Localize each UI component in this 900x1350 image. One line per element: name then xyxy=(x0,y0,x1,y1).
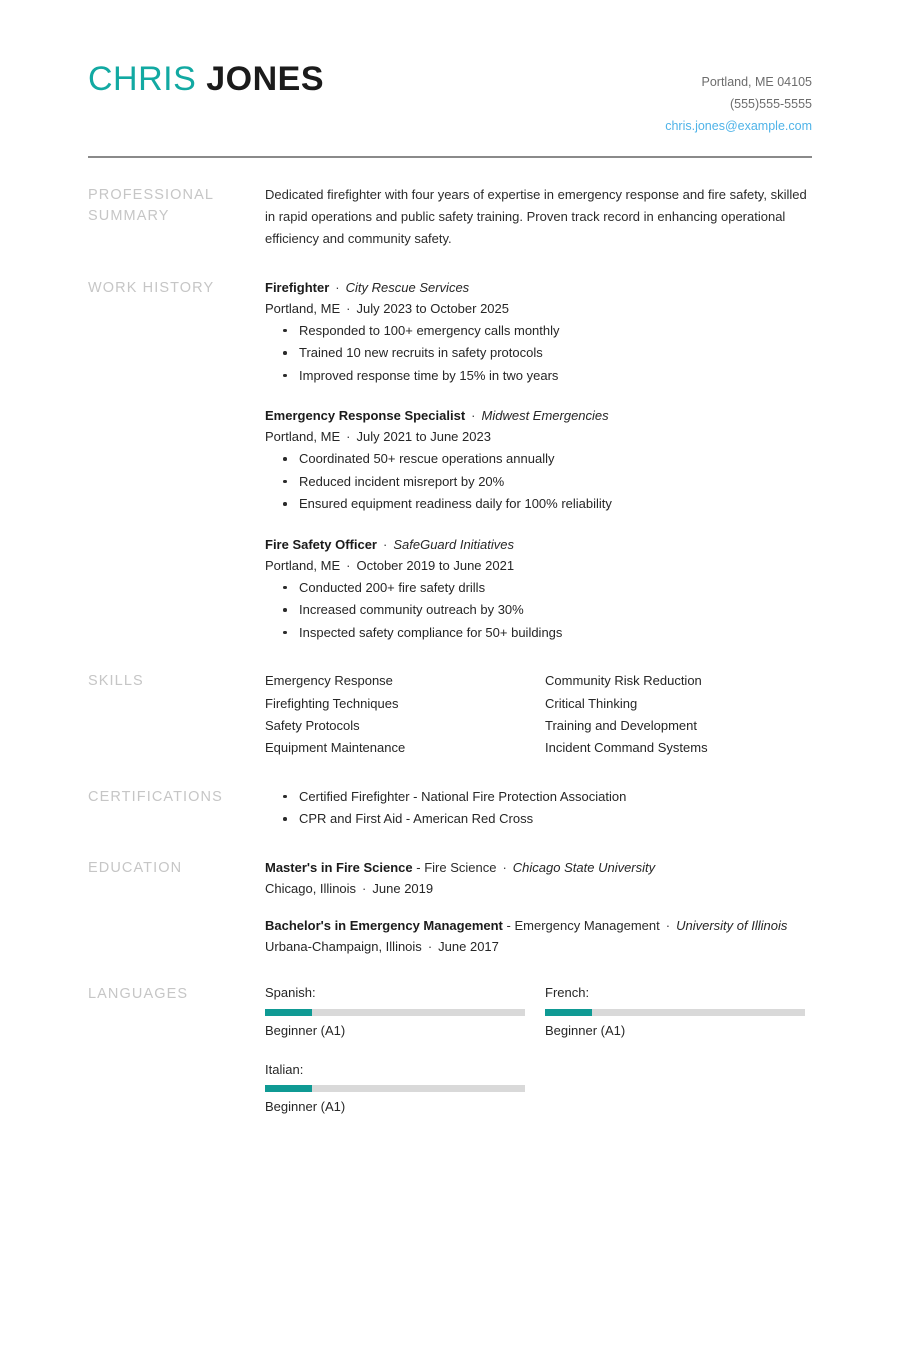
job-bullet: Trained 10 new recruits in safety protocols xyxy=(265,342,812,364)
certification-item: CPR and First Aid - American Red Cross xyxy=(265,808,812,830)
section-label-languages: LANGUAGES xyxy=(88,985,189,1002)
job-company: SafeGuard Initiatives xyxy=(393,536,515,552)
education-heading xyxy=(265,915,812,936)
section-education xyxy=(88,857,812,957)
language-level: Beginner (A1) xyxy=(265,1099,346,1115)
section-label-education: EDUCATION xyxy=(88,859,183,876)
contact-email[interactable]: chris.jones@example.com xyxy=(665,118,812,133)
language-entry xyxy=(265,983,525,1042)
education-meta xyxy=(265,878,812,899)
skill-item: Community Risk Reduction xyxy=(545,673,702,689)
separator-dot: · xyxy=(335,279,340,295)
resume-header xyxy=(88,0,812,138)
language-level: Beginner (A1) xyxy=(265,1022,346,1038)
job-bullet: Ensured equipment readiness daily for 100% reliability xyxy=(265,493,812,515)
skill-item: Safety Protocols xyxy=(265,718,360,734)
education-date: June 2017 xyxy=(438,938,499,954)
language-entry xyxy=(545,983,805,1042)
separator-dot: · xyxy=(383,536,388,552)
job-heading xyxy=(265,534,812,555)
job-meta xyxy=(265,426,812,447)
job-dates: July 2023 to October 2025 xyxy=(356,300,509,316)
separator-dot: · xyxy=(346,557,351,573)
skill-item: Equipment Maintenance xyxy=(265,740,406,756)
separator-dot: · xyxy=(362,880,367,896)
education-heading xyxy=(265,857,812,878)
education-entry xyxy=(265,915,812,957)
summary-body xyxy=(265,184,812,251)
education-entry xyxy=(265,857,812,899)
job-bullet-list xyxy=(265,448,812,515)
job-bullet: Reduced incident misreport by 20% xyxy=(265,471,812,493)
separator-dot: · xyxy=(427,938,433,954)
skills-column-left xyxy=(265,670,545,759)
education-dash: - xyxy=(416,859,421,875)
certifications-body xyxy=(265,785,812,831)
work-history-entry xyxy=(265,277,812,388)
first-name: CHRIS xyxy=(88,60,197,98)
skill-item: Training and Development xyxy=(545,718,697,734)
language-proficiency-bar xyxy=(265,1085,525,1092)
skill-item: Critical Thinking xyxy=(545,695,638,711)
section-languages xyxy=(88,983,812,1136)
separator-dot: · xyxy=(471,408,476,424)
job-meta xyxy=(265,555,812,576)
education-location: Urbana-Champaign, Illinois xyxy=(265,938,422,954)
language-name: Italian: xyxy=(265,1061,304,1077)
candidate-name xyxy=(88,62,324,98)
education-field: Emergency Management xyxy=(514,917,660,933)
contact-phone: (555)555-5555 xyxy=(729,96,812,111)
section-skills xyxy=(88,670,812,759)
job-title: Fire Safety Officer xyxy=(265,536,377,552)
section-work-history xyxy=(88,277,812,645)
job-heading xyxy=(265,405,812,426)
separator-dot: · xyxy=(665,917,671,933)
job-location: Portland, ME xyxy=(265,429,341,445)
education-degree: Bachelor's in Emergency Management xyxy=(265,917,503,933)
skills-column-right xyxy=(545,670,825,759)
education-date: June 2019 xyxy=(372,880,434,896)
job-bullet: Coordinated 50+ rescue operations annually xyxy=(265,448,812,470)
language-proficiency-fill xyxy=(265,1009,312,1016)
job-bullet: Improved response time by 15% in two years xyxy=(265,365,812,387)
language-proficiency-bar xyxy=(545,1009,805,1016)
job-heading xyxy=(265,277,812,298)
education-field: Fire Science xyxy=(424,859,497,875)
skills-grid xyxy=(265,670,812,759)
education-dash: - xyxy=(506,917,511,933)
education-location: Chicago, Illinois xyxy=(265,880,357,896)
section-label-skills: SKILLS xyxy=(88,673,144,690)
education-body xyxy=(265,857,812,957)
contact-location: Portland, ME 04105 xyxy=(701,75,812,89)
languages-grid xyxy=(265,983,810,1136)
education-school: University of Illinois xyxy=(676,917,788,933)
header-divider xyxy=(88,156,812,158)
skill-item: Firefighting Techniques xyxy=(265,695,399,711)
job-dates: July 2021 to June 2023 xyxy=(356,429,491,445)
job-company: Midwest Emergencies xyxy=(481,408,609,424)
language-entry xyxy=(265,1060,525,1119)
job-title: Emergency Response Specialist xyxy=(265,408,466,424)
section-professional-summary xyxy=(88,184,812,251)
language-name: French: xyxy=(545,984,590,1000)
certification-list xyxy=(265,786,812,831)
separator-dot: · xyxy=(346,300,351,316)
skill-item: Emergency Response xyxy=(265,673,393,689)
skills-body xyxy=(265,670,812,759)
language-proficiency-bar xyxy=(265,1009,525,1016)
certification-item: Certified Firefighter - National Fire Protection Association xyxy=(265,786,812,808)
education-school: Chicago State University xyxy=(512,859,656,875)
education-meta xyxy=(265,936,812,957)
job-bullet-list xyxy=(265,577,812,644)
separator-dot: · xyxy=(346,429,351,445)
work-history-entry xyxy=(265,534,812,645)
language-level: Beginner (A1) xyxy=(545,1022,626,1038)
separator-dot: · xyxy=(502,859,507,875)
language-proficiency-fill xyxy=(545,1009,592,1016)
last-name: JONES xyxy=(206,60,325,98)
work-history-body xyxy=(265,277,812,645)
job-bullet: Increased community outreach by 30% xyxy=(265,599,812,621)
job-bullet-list xyxy=(265,320,812,387)
summary-text: Dedicated firefighter with four years of expertise in emergency response and fire safety, skilled in rapid operations and public safety training. Proven track record in enhancing operational efficiency and community safety. xyxy=(265,186,807,247)
language-proficiency-fill xyxy=(265,1085,312,1092)
section-certifications xyxy=(88,786,812,831)
language-name: Spanish: xyxy=(265,984,316,1000)
job-dates: October 2019 to June 2021 xyxy=(356,557,515,573)
job-title: Firefighter xyxy=(265,279,330,295)
contact-block xyxy=(665,62,812,138)
section-label-work-history: WORK HISTORY xyxy=(88,279,215,296)
job-bullet: Inspected safety compliance for 50+ buildings xyxy=(265,622,812,644)
job-company: City Rescue Services xyxy=(345,279,470,295)
languages-body xyxy=(265,983,812,1136)
work-history-entry xyxy=(265,405,812,516)
job-location: Portland, ME xyxy=(265,300,341,316)
job-meta xyxy=(265,298,812,319)
job-bullet: Responded to 100+ emergency calls monthly xyxy=(265,320,812,342)
job-location: Portland, ME xyxy=(265,557,341,573)
job-bullet: Conducted 200+ fire safety drills xyxy=(265,577,812,599)
skill-item: Incident Command Systems xyxy=(545,740,708,756)
section-label-certifications: CERTIFICATIONS xyxy=(88,788,223,805)
section-label-summary: PROFESSIONAL SUMMARY xyxy=(88,186,214,224)
education-degree: Master's in Fire Science xyxy=(265,859,413,875)
